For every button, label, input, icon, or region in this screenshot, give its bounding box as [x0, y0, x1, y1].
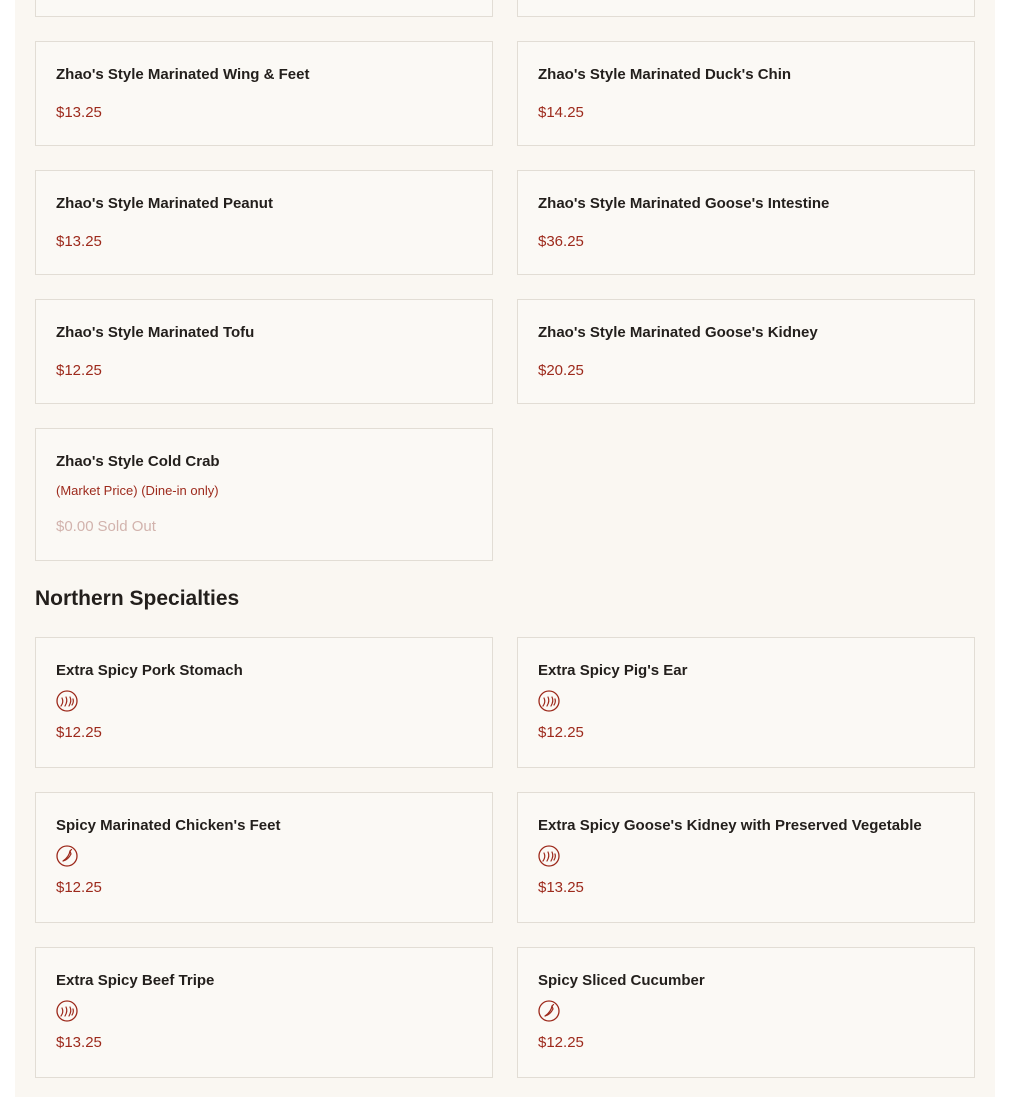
item-price: $13.25: [56, 1034, 102, 1051]
item-price: $13.25: [538, 879, 584, 896]
extra-spicy-icon: [56, 1000, 78, 1022]
sold-out-label: Sold Out: [97, 518, 156, 535]
menu-item-card[interactable]: [35, 792, 493, 923]
menu-item-card[interactable]: [517, 637, 975, 768]
item-price: $36.25: [538, 233, 584, 250]
item-name: Zhao's Style Marinated Goose's Kidney: [538, 324, 818, 341]
section-title: Northern Specialties: [35, 587, 240, 610]
menu-item-card[interactable]: [35, 299, 493, 404]
item-description: (Market Price) (Dine-in only): [56, 483, 219, 498]
item-price: $14.25: [538, 104, 584, 121]
item-name: Spicy Marinated Chicken's Feet: [56, 817, 281, 834]
item-name: Extra Spicy Goose's Kidney with Preserved Vegetable: [538, 817, 922, 834]
menu-item-card[interactable]: [517, 170, 975, 275]
item-price: $12.25: [56, 724, 102, 741]
item-price: $12.25: [538, 724, 584, 741]
item-price: $12.25: [56, 362, 102, 379]
item-price: [56, 518, 156, 535]
menu-item-card[interactable]: [35, 947, 493, 1078]
item-name: Extra Spicy Pork Stomach: [56, 662, 243, 679]
item-price: $12.25: [56, 879, 102, 896]
item-price: $20.25: [538, 362, 584, 379]
extra-spicy-icon: [538, 690, 560, 712]
menu-item-card[interactable]: [517, 41, 975, 146]
item-name: Zhao's Style Cold Crab: [56, 453, 220, 470]
item-name: Zhao's Style Marinated Duck's Chin: [538, 66, 792, 83]
item-price: $12.25: [538, 1034, 584, 1051]
menu-item-card[interactable]: [517, 947, 975, 1078]
menu-item-card[interactable]: [35, 41, 493, 146]
menu-panel: [15, 0, 995, 1097]
item-price-value: $0.00: [56, 518, 94, 535]
item-name: Extra Spicy Pig's Ear: [538, 662, 688, 679]
item-price: $13.25: [56, 104, 102, 121]
item-price: $13.25: [56, 233, 102, 250]
item-name: Extra Spicy Beef Tripe: [56, 972, 215, 989]
menu-item-card[interactable]: [517, 792, 975, 923]
extra-spicy-icon: [56, 690, 78, 712]
spicy-icon: [538, 1000, 560, 1022]
extra-spicy-icon: [538, 845, 560, 867]
item-name: Zhao's Style Marinated Wing & Feet: [56, 66, 310, 83]
item-name: Spicy Sliced Cucumber: [538, 972, 705, 989]
menu-item-card[interactable]: [35, 0, 493, 17]
item-name: Zhao's Style Marinated Goose's Intestine: [538, 195, 830, 212]
item-name: Zhao's Style Marinated Tofu: [56, 324, 255, 341]
menu-item-card[interactable]: [35, 170, 493, 275]
spicy-icon: [56, 845, 78, 867]
menu-item-card[interactable]: [517, 0, 975, 17]
menu-item-card[interactable]: [35, 637, 493, 768]
menu-item-card[interactable]: [35, 428, 493, 561]
menu-item-card[interactable]: [517, 299, 975, 404]
item-name: Zhao's Style Marinated Peanut: [56, 195, 273, 212]
